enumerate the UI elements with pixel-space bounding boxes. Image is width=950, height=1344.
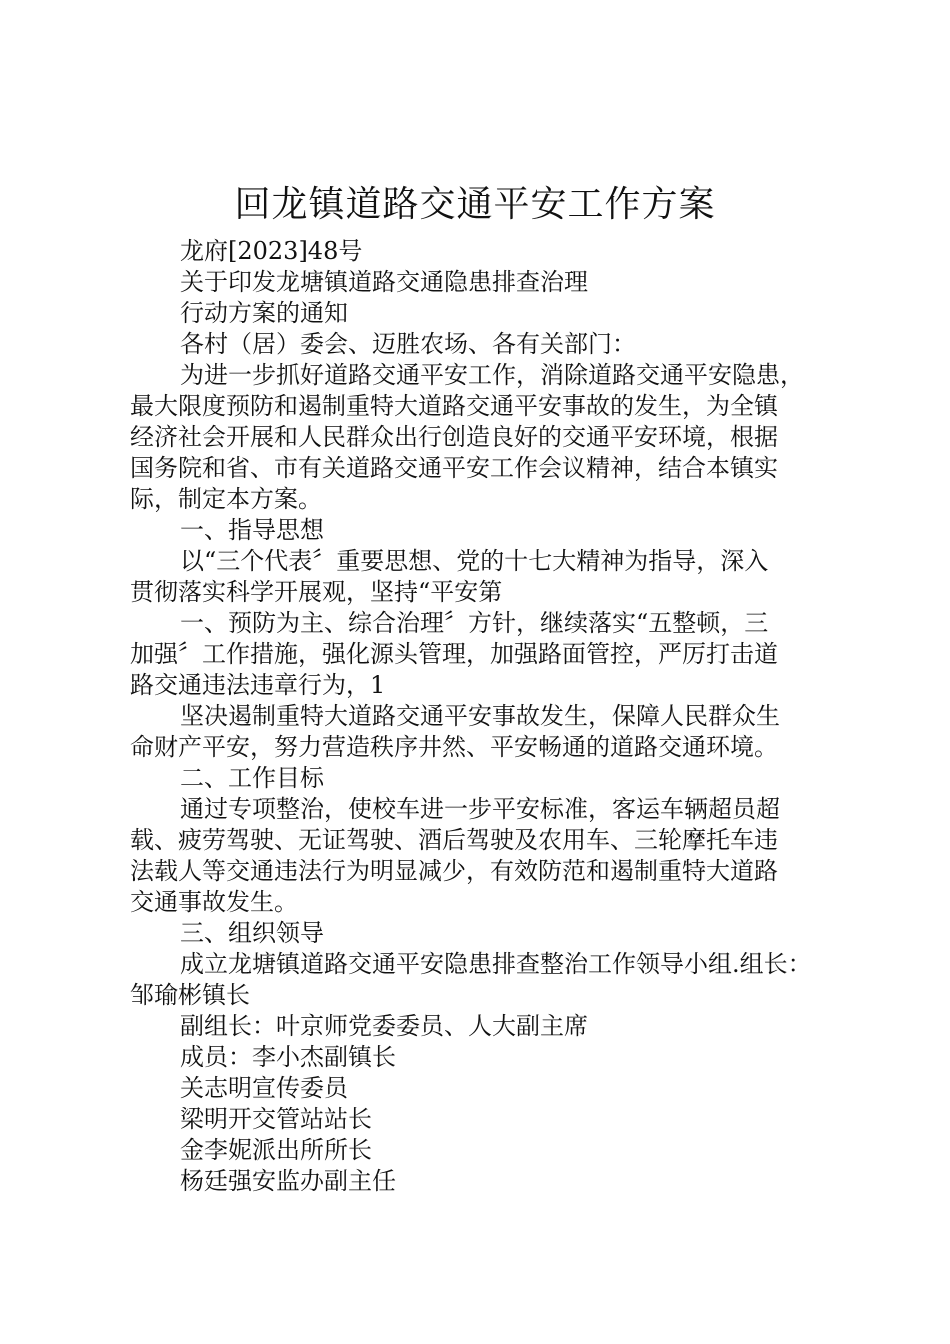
text-line: 三、组织领导	[180, 919, 324, 947]
text-line: 为进一步抓好道路交通平安工作，消除道路交通平安隐患，	[180, 361, 804, 389]
text-line: 副组长：叶京师党委委员、人大副主席	[180, 1012, 588, 1040]
text-line: 际，制定本方案。	[130, 485, 322, 513]
document-title: 回龙镇道路交通平安工作方案	[234, 184, 716, 225]
text-line: 经济社会开展和人民群众出行创造良好的交通平安环境，根据	[130, 423, 778, 451]
text-line: 坚决遏制重特大道路交通平安事故发生，保障人民群众生	[180, 702, 780, 730]
text-line: 交通事故发生。	[130, 888, 298, 916]
document-body	[130, 236, 830, 1197]
text-line: 国务院和省、市有关道路交通平安工作会议精神，结合本镇实	[130, 454, 778, 482]
text-line: 各村（居）委会、迈胜农场、各有关部门：	[180, 330, 636, 358]
text-line: 命财产平安，努力营造秩序井然、平安畅通的道路交通环境。	[130, 733, 778, 761]
text-line: 加强〞工作措施，强化源头管理，加强路面管控，严厉打击道	[130, 640, 778, 668]
text-line: 法载人等交通违法行为明显减少，有效防范和遏制重特大道路	[130, 857, 778, 885]
text-line: 成员：李小杰副镇长	[180, 1043, 396, 1071]
text-line: 最大限度预防和遏制重特大道路交通平安事故的发生，为全镇	[130, 392, 778, 420]
text-line: 一、预防为主、综合治理〞方针，继续落实“五整顿，三	[180, 609, 769, 637]
text-line: 路交通违法违章行为，1	[130, 671, 386, 699]
text-line: 以“三个代表〞重要思想、党的十七大精神为指导，深入	[180, 547, 769, 575]
text-line: 二、工作目标	[180, 764, 324, 792]
text-line: 关志明宣传委员	[180, 1074, 348, 1102]
text-line: 金李妮派出所所长	[180, 1136, 372, 1164]
text-line: 龙府[2023]48号	[180, 237, 363, 265]
text-line: 通过专项整治，使校车进一步平安标准，客运车辆超员超	[180, 795, 780, 823]
text-line: 杨廷强安监办副主任	[180, 1167, 396, 1195]
text-line: 邹瑜彬镇长	[130, 981, 250, 1009]
text-line: 梁明开交管站站长	[180, 1105, 372, 1133]
text-line: 成立龙塘镇道路交通平安隐患排查整治工作领导小组.组长：	[180, 950, 812, 978]
text-line: 关于印发龙塘镇道路交通隐患排查治理	[180, 268, 588, 296]
text-line: 贯彻落实科学开展观，坚持“平安第	[130, 578, 503, 606]
text-line: 一、指导思想	[180, 516, 324, 544]
text-line: 行动方案的通知	[180, 299, 348, 327]
text-line: 载、疲劳驾驶、无证驾驶、酒后驾驶及农用车、三轮摩托车违	[130, 826, 778, 854]
